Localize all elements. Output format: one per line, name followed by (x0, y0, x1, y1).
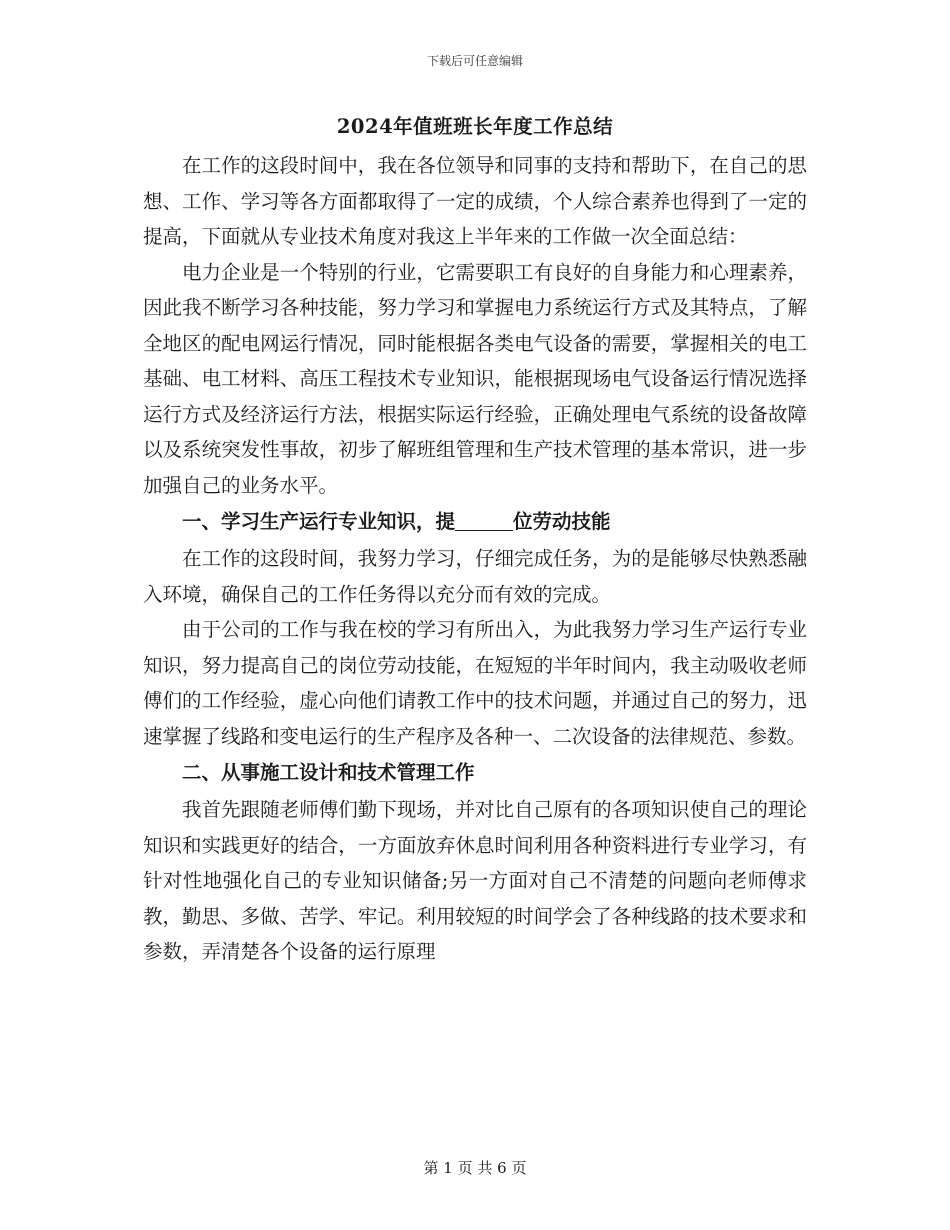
heading-blank-underline (455, 510, 513, 531)
section-1-heading-start: 一、学习生产运行专业知识，提 (182, 510, 456, 533)
page-number: 第 1 页 共 6 页 (423, 1159, 527, 1177)
section-1-paragraph-1: 在工作的这段时间，我努力学习，仔细完成任务，为的是能够尽快熟悉融入环境，确保自己的工作任务得以充分而有效的完成。 (143, 547, 807, 606)
section-2-paragraph-1: 我首先跟随老师傅们勤下现场，并对比自己原有的各项知识使自己的理论知识和实践更好的结合，一方面放弃休息时间利用各种资料进行专业学习，有针对性地强化自己的专业知识储备;另一方面对自己不清楚的问题向老师傅求教，勤思、多做、苦学、牢记。利用较短的时间学会了各种线路的技术要求和参数，弄清楚各个设备的运行原理 (143, 798, 807, 963)
section-1-heading (143, 503, 807, 541)
document-body (143, 112, 807, 970)
header-note: 下载后可任意编辑 (426, 54, 523, 68)
background-paragraph: 电力企业是一个特别的行业，它需要职工有良好的自身能力和心理素养，因此我不断学习各种技能，努力学习和掌握电力系统运行方式及其特点，了解全地区的配电网运行情况，同时能根据各类电气设备的需要，掌握相关的电工基础、电工材料、高压工程技术专业知识，能根据现场电气设备运行情况选择运行方式及经济运行方法，根据实际运行经验，正确处理电气系统的设备故障以及系统突发性事故，初步了解班组管理和生产技术管理的基本常识，进一步加强自己的业务水平。 (143, 260, 807, 497)
document-title: 2024年值班班长年度工作总结 (336, 115, 614, 138)
section-1-paragraph-2: 由于公司的工作与我在校的学习有所出入，为此我努力学习生产运行专业知识，努力提高自己的岗位劳动技能，在短短的半年时间内，我主动吸收老师傅们的工作经验，虚心向他们请教工作中的技术问题，并通过自己的努力，迅速掌握了线路和变电运行的生产程序及各种一、二次设备的法律规范、参数。 (143, 618, 807, 748)
section-1-heading-end: 位劳动技能 (513, 510, 611, 533)
intro-paragraph: 在工作的这段时间中，我在各位领导和同事的支持和帮助下，在自己的思想、工作、学习等各方面都取得了一定的成绩，个人综合素养也得到了一定的提高，下面就从专业技术角度对我这上半年来的工作做一次全面总结： (143, 154, 807, 248)
section-2-heading: 二、从事施工设计和技术管理工作 (182, 761, 475, 784)
